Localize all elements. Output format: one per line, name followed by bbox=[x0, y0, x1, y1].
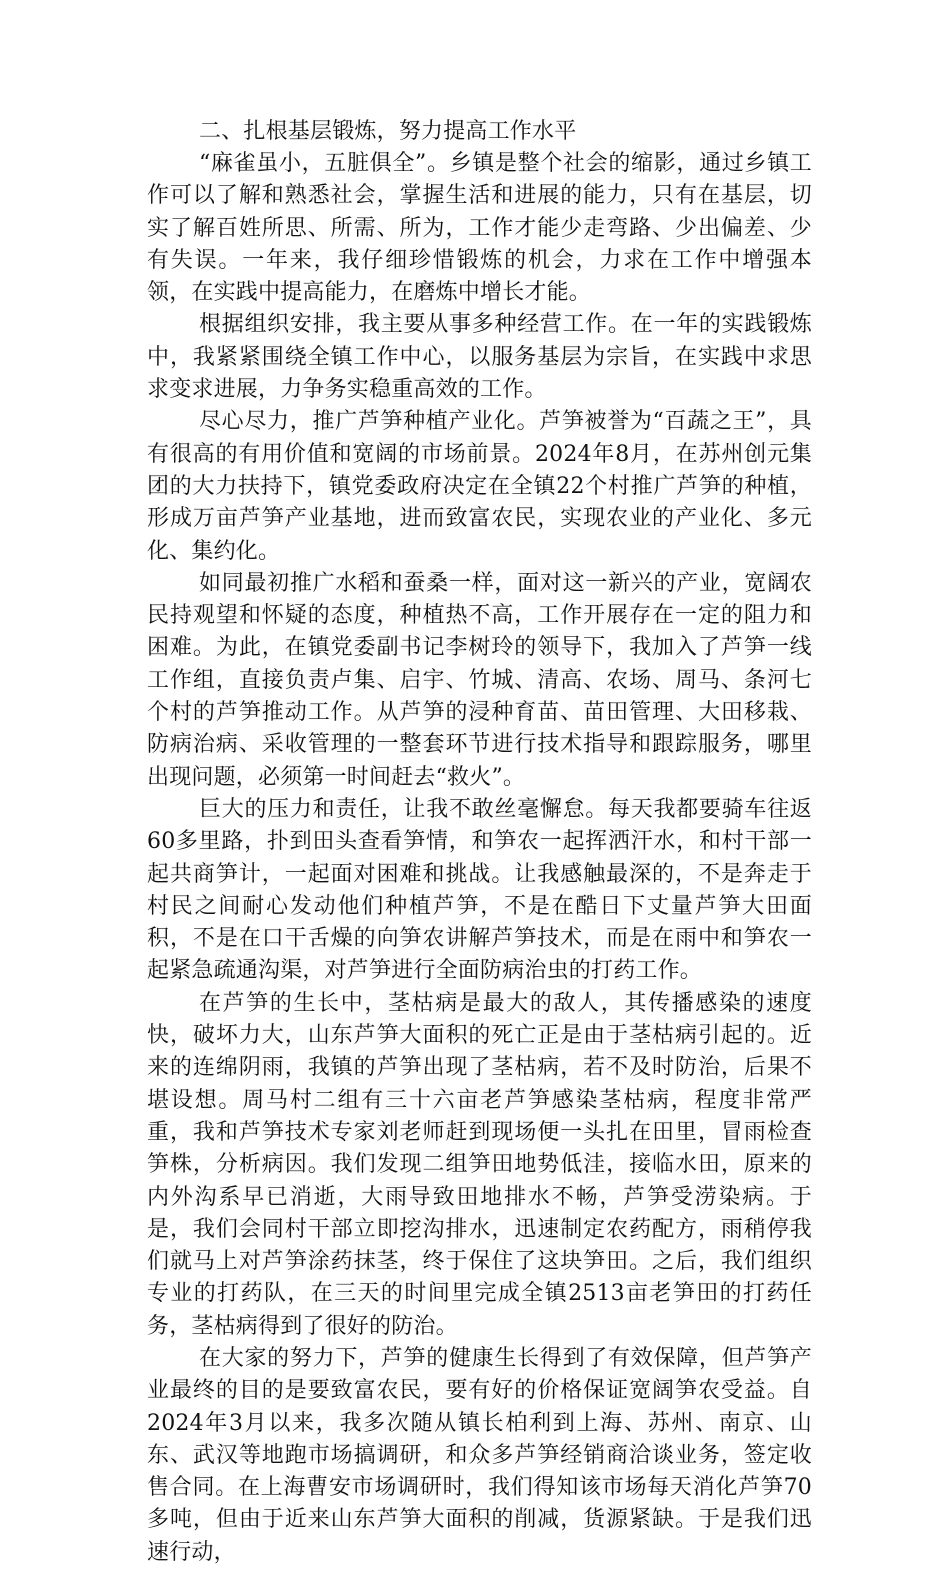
paragraph: 根据组织安排，我主要从事多种经营工作。在一年的实践锻炼中，我紧紧围绕全镇工作中心，以服务基层为宗旨，在实践中求思求变求进展，力争务实稳重高效的工作。 bbox=[147, 312, 812, 403]
paragraph: 在大家的努力下，芦笋的健康生长得到了有效保障，但芦笋产业最终的目的是要致富农民，要有好的价格保证宽阔笋农受益。自2024年3月以来，我多次随从镇长柏利到上海、苏州、南京、山东、武汉等地跑市场搞调研，和众多芦笋经销商洽谈业务，签定收售合同。在上海曹安市场调研时，我们得知该市场每天消化芦笋70多吨，但由于近来山东芦笋大面积的削减，货源紧缺。于是我们迅速行动， bbox=[147, 1345, 812, 1565]
paragraph: 尽心尽力，推广芦笋种植产业化。芦笋被誉为“百蔬之王”，具有很高的有用价值和宽阔的市场前景。2024年8月，在苏州创元集团的大力扶持下，镇党委政府决定在全镇22个村推广芦笋的种植，形成万亩芦笋产业基地，进而致富农民，实现农业的产业化、多元化、集约化。 bbox=[147, 409, 812, 564]
section-heading: 二、扎根基层锻炼，努力提高工作水平 bbox=[199, 119, 577, 144]
paragraph: 在芦笋的生长中，茎枯病是最大的敌人，其传播感染的速度快，破坏力大，山东芦笋大面积的死亡正是由于茎枯病引起的。近来的连绵阴雨，我镇的芦笋出现了茎枯病，若不及时防治，后果不堪设想。周马村二组有三十六亩老芦笋感染茎枯病，程度非常严重，我和芦笋技术专家刘老师赶到现场便一头扎在田里，冒雨检查笋株，分析病因。我们发现二组笋田地势低洼，接临水田，原来的内外沟系早已消逝，大雨导致田地排水不畅，芦笋受涝染病。于是，我们会同村干部立即挖沟排水，迅速制定农药配方，雨稍停我们就马上对芦笋涂药抹茎，终于保住了这块笋田。之后，我们组织专业的打药队，在三天的时间里完成全镇2513亩老笋田的打药任务，茎枯病得到了很好的防治。 bbox=[147, 990, 812, 1339]
paragraph: 巨大的压力和责任，让我不敢丝毫懈怠。每天我都要骑车往返60多里路，扑到田头查看笋情，和笋农一起挥洒汗水，和村干部一起共商笋计，一起面对困难和挑战。让我感触最深的，不是奔走于村民之间耐心发动他们种植芦笋，不是在酷日下丈量芦笋大田面积，不是在口干舌燥的向笋农讲解芦笋技术，而是在雨中和笋农一起紧急疏通沟渠，对芦笋进行全面防病治虫的打药工作。 bbox=[147, 796, 812, 984]
paragraph: 如同最初推广水稻和蚕桑一样，面对这一新兴的产业，宽阔农民持观望和怀疑的态度，种植热不高，工作开展存在一定的阻力和困难。为此，在镇党委副书记李树玲的领导下，我加入了芦笋一线工作组，直接负责卢集、启宇、竹城、清高、农场、周马、条河七个村的芦笋推动工作。从芦笋的浸种育苗、苗田管理、大田移栽、防病治病、采收管理的一整套环节进行技术指导和跟踪服务，哪里出现问题，必须第一时间赶去“救火”。 bbox=[147, 570, 812, 790]
document-body bbox=[147, 116, 812, 1569]
paragraph: “麻雀虽小，五脏俱全”。乡镇是整个社会的缩影，通过乡镇工作可以了解和熟悉社会，掌握生活和进展的能力，只有在基层，切实了解百姓所思、所需、所为，工作才能少走弯路、少出偏差、少有失误。一年来，我仔细珍惜锻炼的机会，力求在工作中增强本领，在实践中提高能力，在磨炼中增长才能。 bbox=[147, 151, 812, 306]
